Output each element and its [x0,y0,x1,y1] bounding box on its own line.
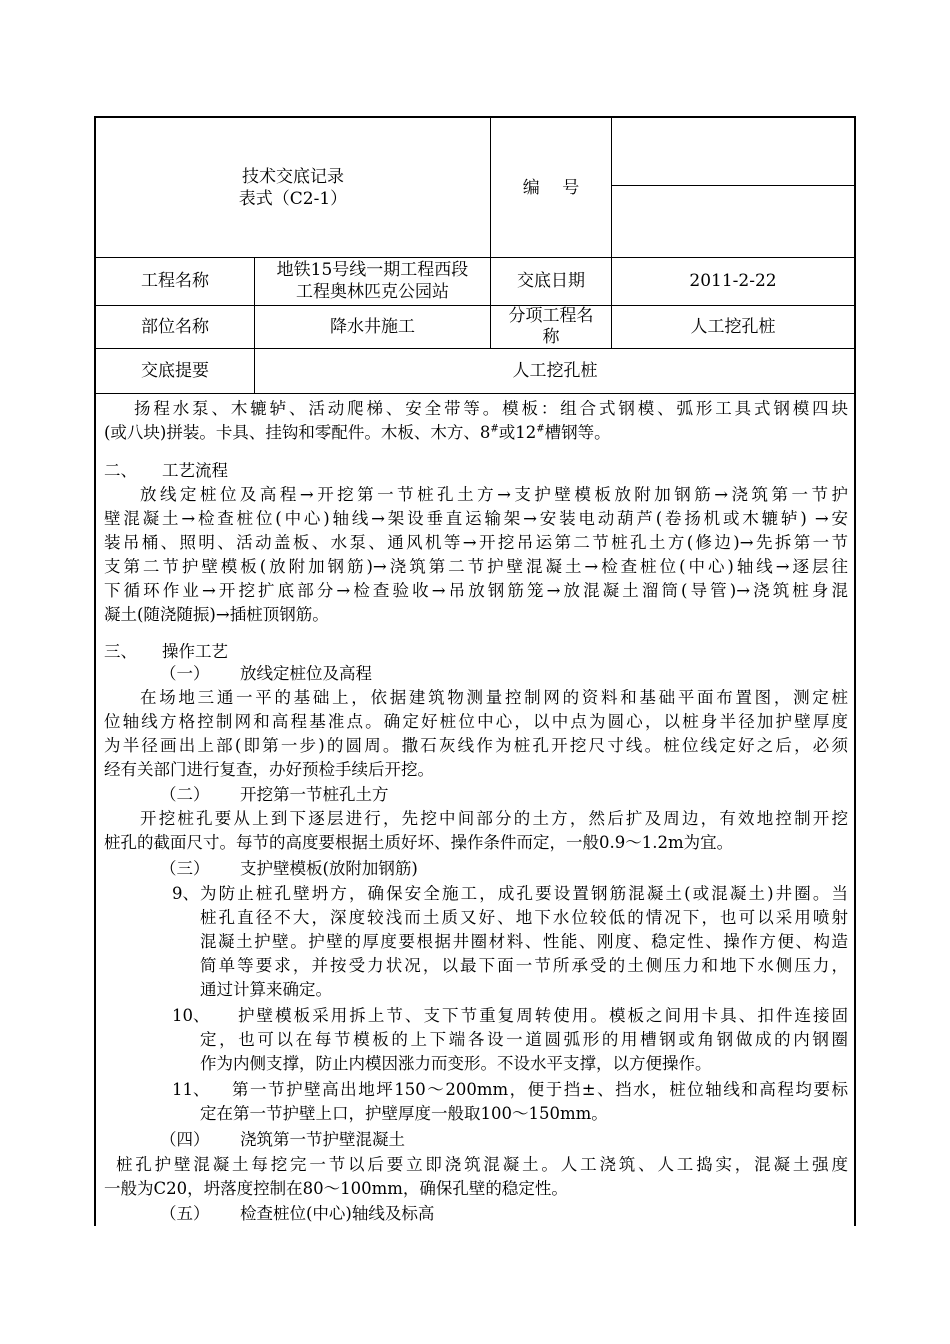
item-9-line-1: 为防止桩孔壁坍方，确保安全施工，成孔要设置钢筋混凝土(或混凝土)井圈。当 [200,884,848,903]
sub-4-title: 浇筑第一节护壁混凝土 [240,1130,405,1149]
flow-line-1: 放线定桩位及高程→开挖第一节桩孔土方→支护壁模板放附加钢筋→浇筑第一节护 [140,485,848,504]
form-title: 技术交底记录 [242,167,344,187]
part-label: 部位名称 [141,317,209,337]
section-2-number: 二、 [104,461,137,480]
item-9-line-5: 通过计算来确定。 [200,980,332,999]
item-9-line-4: 简单等要求，并按受力状况，以最下面一节所承受的土侧压力和地下水侧压力， [200,956,848,975]
sub-5-number: （五） [160,1204,210,1223]
sub-1-line-3: 为半径画出上部(即第一步)的圆周。撒石灰线作为桩孔开挖尺寸线。桩位线定好之后，必须 [104,736,848,755]
sub-1-line-2: 位轴线方格控制网和高程基准点。确定好桩位中心，以中点为圆心，以桩身半径加护壁厚度 [104,712,848,731]
sub-1-number: （一） [160,664,210,683]
project-value-line2: 工程奥林匹克公园站 [296,282,449,302]
project-value-line1: 地铁15号线一期工程西段 [276,260,469,280]
section-3-title: 操作工艺 [162,642,228,661]
sub-2-number: （二） [160,785,210,804]
intro-sup-1: # [490,423,499,435]
flow-line-4: 支第二节护壁模板(放附加钢筋)→浇筑第二节护壁混凝土→检查桩位(中心)轴线→逐层往 [104,557,848,576]
item-9-line-3: 混凝土护壁。护壁的厚度要根据井圈材料、性能、刚度、稳定性、操作方便、构造 [200,932,848,951]
flow-line-5: 下循环作业→开挖扩底部分→检查验收→吊放钢筋笼→放混凝土溜筒(导管)→浇筑桩身混 [104,581,848,600]
item-10-line-2: 定，也可以在每节模板的上下端各设一道圆弧形的用槽钢或角钢做成的内钢圈 [200,1030,848,1049]
sub-3-title: 支护壁模板(放附加钢筋) [240,859,418,878]
item-11-line-1: 第一节护壁高出地坪150～200mm，便于挡±、挡水，桩位轴线和高程均要标 [232,1080,848,1099]
item-9-line-2: 桩孔直径不大，深度较浅而土质又好、地下水位较低的情况下，也可以采用喷射 [200,908,848,927]
intro-line-1: 扬程水泵、木辘轳、活动爬梯、安全带等。模板：组合式钢模、弧形工具式钢模四块 [134,399,848,418]
summary-label: 交底提要 [141,361,209,381]
item-11-number: 11、 [172,1080,210,1099]
date-label: 交底日期 [517,271,585,291]
item-11-line-2: 定在第一节护壁上口，护壁厚度一般取100～150mm。 [200,1104,608,1123]
intro-sup-2: # [536,423,545,435]
item-10-number: 10、 [172,1006,210,1025]
intro-line-2-a: (或八块)拼装。卡具、挂钩和零配件。木板、木方、8 [104,423,491,442]
item-10-line-3: 作为内侧支撑，防止内模因涨力而变形。不设水平支撑，以方便操作。 [200,1054,712,1073]
item-9-number: 9、 [172,884,199,903]
sub-1-title: 放线定桩位及高程 [240,664,372,683]
intro-line-2-c: 槽钢等。 [544,423,611,442]
sub-5-title: 检查桩位(中心)轴线及标高 [240,1204,435,1223]
flow-line-6: 凝土(随浇随振)→插桩顶钢筋。 [104,605,329,624]
sub-1-line-1: 在场地三通一平的基础上，依据建筑物测量控制网的资料和基础平面布置图，测定桩 [140,688,848,707]
date-value: 2011-2-22 [689,271,777,291]
sub-3-number: （三） [160,859,210,878]
form-number: 表式（C2-1） [238,189,348,209]
section-2-title: 工艺流程 [162,461,228,480]
number-label: 编 号 [522,178,580,198]
sub-2-line-1: 开挖桩孔要从上到下逐层进行，先挖中间部分的土方，然后扩及周边，有效地控制开挖 [140,809,848,828]
section-3-number: 三、 [104,642,137,661]
sub-4-line-1: 桩孔护壁混凝土每挖完一节以后要立即浇筑混凝土。人工浇筑、人工捣实，混凝土强度 [116,1155,848,1174]
sub-4-number: （四） [160,1130,210,1149]
flow-line-3: 装吊桶、照明、活动盖板、水泵、通风机等→开挖吊运第二节桩孔土方(修边)→先拆第一节 [104,533,848,552]
sub-4-line-2: 一般为C20，坍落度控制在80～100mm，确保孔壁的稳定性。 [104,1179,568,1198]
sub-item-label-line2: 称 [542,327,560,347]
sub-2-title: 开挖第一节桩孔土方 [240,785,389,804]
intro-line-2 [104,421,611,445]
summary-value: 人工挖孔桩 [512,361,598,381]
sub-item-value: 人工挖孔桩 [690,317,776,337]
sub-2-line-2: 桩孔的截面尺寸。每节的高度要根据土质好坏、操作条件而定，一般0.9～1.2m为宜。 [104,833,734,852]
item-10-line-1: 护壁模板采用拆上节、支下节重复周转使用。模板之间用卡具、扣件连接固 [238,1006,848,1025]
project-label: 工程名称 [141,271,209,291]
sub-1-line-4: 经有关部门进行复查，办好预检手续后开挖。 [104,760,434,779]
part-value: 降水井施工 [330,317,415,337]
intro-line-2-b: 或12 [498,423,537,442]
sub-item-label-line1: 分项工程名 [508,306,594,326]
flow-line-2: 壁混凝土→检查桩位(中心)轴线→架设垂直运输架→安装电动葫芦(卷扬机或木辘轳) →安 [104,509,848,528]
